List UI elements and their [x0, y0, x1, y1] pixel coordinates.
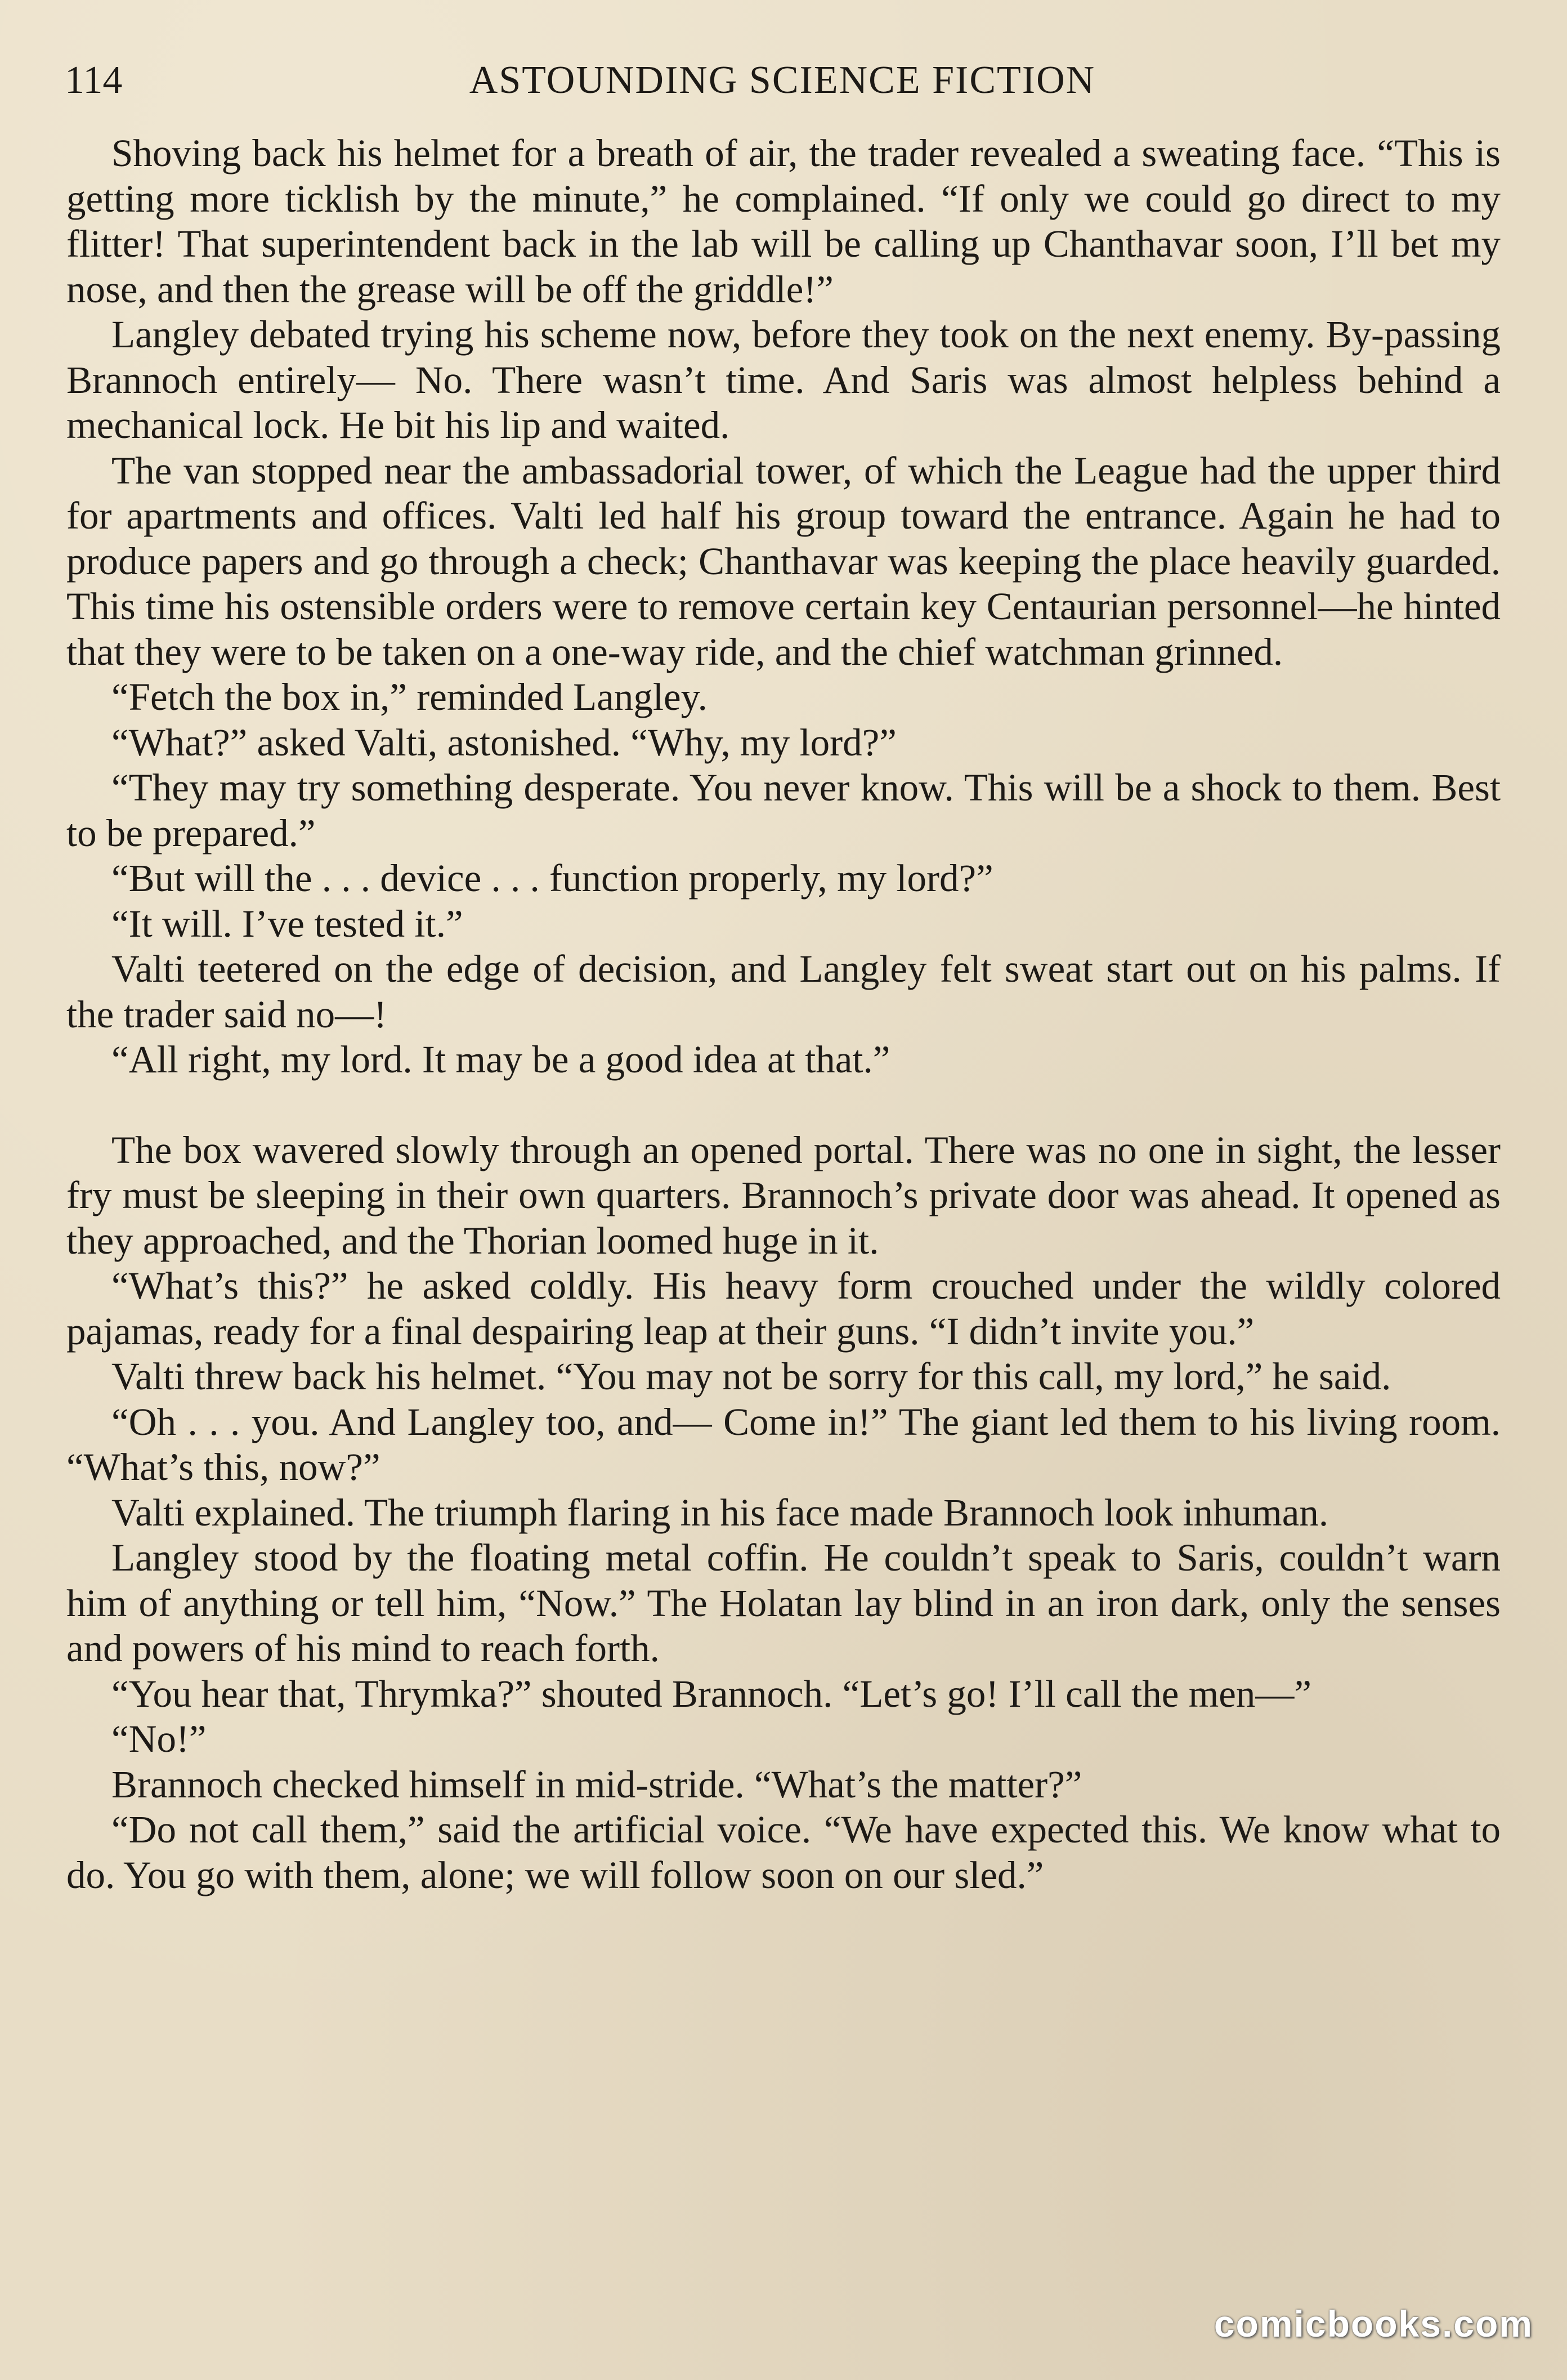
page-number: 114 — [65, 59, 123, 102]
paragraph: “All right, my lord. It may be a good idea at that.” — [111, 1038, 890, 1081]
paragraph: Shoving back his helmet for a breath of air, the trader revealed a sweating face. “This is getting more ticklish by the minute,” he complained. “If only we could go direct to my flitter! That superintendent back in the lab will be calling up Chanthavar soon, I’ll bet my nose, and then the grease will be off the griddle!” — [66, 132, 1501, 311]
paragraph: The van stopped near the ambassadorial tower, of which the League had the upper third for apartments and offices. Valti led half his group toward the entrance. Again he had to produce papers and go through a check; Chanthavar was keeping the place heavily guarded. This time his ostensible orders were to remove certain key Centaurian personnel—he hinted that they were to be taken on a one-way ride, and the chief watchman grinned. — [66, 449, 1501, 673]
paragraph: “You hear that, Thrymka?” shouted Brannoch. “Let’s go! I’ll call the men—” — [111, 1672, 1311, 1715]
running-head: ASTOUNDING SCIENCE FICTION — [469, 59, 1096, 102]
paragraph: The box wavered slowly through an opened portal. There was no one in sight, the lesser fry must be sleeping in their own quarters. Brannoch’s private door was ahead. It opened as they approached, and the Thorian loomed huge in it. — [66, 1128, 1501, 1262]
watermark: comicbooks.com — [1214, 2303, 1533, 2345]
paragraph: Brannoch checked himself in mid-stride. “What’s the matter?” — [111, 1762, 1082, 1806]
paragraph: “They may try something desperate. You never know. This will be a shock to them. Best to be prepared.” — [66, 766, 1501, 855]
paragraph: “Oh . . . you. And Langley too, and— Come in!” The giant led them to his living room. “What’s this, now?” — [66, 1400, 1501, 1488]
paragraph: “What’s this?” he asked coldly. His heavy form crouched under the wildly colored pajamas, ready for a final despairing leap at their guns. “I didn’t invite you.” — [66, 1264, 1501, 1353]
paragraph: “What?” asked Valti, astonished. “Why, my lord?” — [111, 721, 897, 764]
paragraph: “No!” — [111, 1717, 207, 1760]
paragraph: “Do not call them,” said the artificial voice. “We have expected this. We know what to do. You go with them, alone; we will follow soon on our sled.” — [66, 1808, 1501, 1896]
paragraph: “It will. I’ve tested it.” — [111, 902, 463, 945]
paragraph: “Fetch the box in,” reminded Langley. — [111, 675, 708, 718]
paragraph: “But will the . . . device . . . function properly, my lord?” — [111, 857, 993, 900]
paragraph: Langley debated trying his scheme now, before they took on the next enemy. By-passing Brannoch entirely— No. There wasn’t time. And Saris was almost helpless behind a mechanical lock. He bit his lip and waited. — [66, 313, 1501, 446]
page-header — [65, 55, 1500, 106]
story-text — [66, 131, 1501, 1898]
paragraph: Valti threw back his helmet. “You may not be sorry for this call, my lord,” he said. — [111, 1355, 1391, 1398]
paragraph: Langley stood by the floating metal coffin. He couldn’t speak to Saris, couldn’t warn him of anything or tell him, “Now.” The Holatan lay blind in an iron dark, only the senses and powers of his mind to reach forth. — [66, 1536, 1501, 1670]
paragraph: Valti explained. The triumph flaring in his face made Brannoch look inhuman. — [111, 1491, 1329, 1534]
paragraph: Valti teetered on the edge of decision, and Langley felt sweat start out on his palms. If the trader said no—! — [66, 947, 1501, 1036]
